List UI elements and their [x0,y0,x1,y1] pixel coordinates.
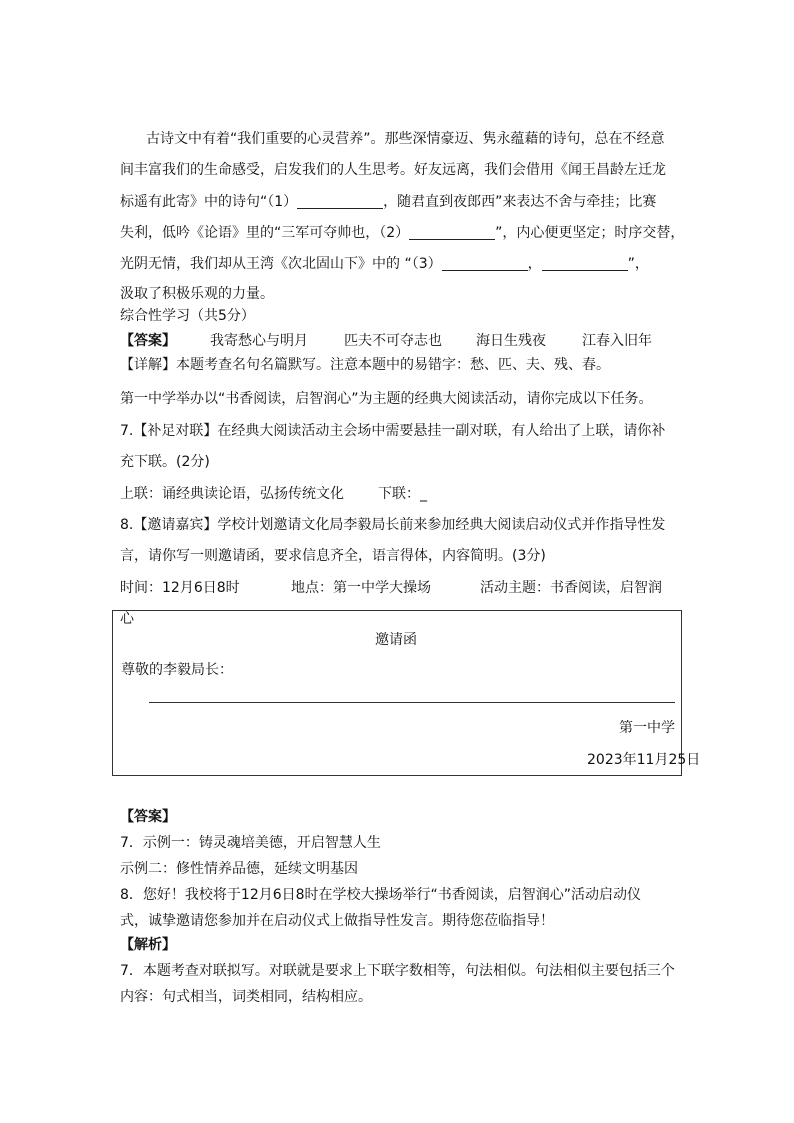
passage-line-4 [120,225,684,240]
analysis-line-1: 7．本题考查对联拟写。对联就是要求上下联字数相等，句法相似。句法相似主要包括三个 [120,963,675,979]
event-time: 时间：12月6日8时 [120,580,240,596]
passage-line-6: 汲取了积极乐观的力量。 [120,286,274,302]
answer-item: 我寄愁心与明月 [210,333,308,349]
passage-text: 标遥有此寄》中的诗句“（1） [120,194,298,210]
answer-item: 江春入旧年 [582,333,652,349]
passage-text: ，随君直到夜郎西”来表达不舍与牵挂；比赛 [383,194,657,210]
passage-text: ”， [627,256,649,272]
passage-line-2: 间丰富我们的生命感受，启发我们的人生思考。好友远离，我们会借用《闻王昌龄左迁龙 [120,162,666,178]
answer-label: 【答案】 [120,333,176,349]
letter-sender: 第一中学 [619,720,675,736]
passage-line-1: 古诗文中有着“我们重要的心灵营养”。那些深情豪迈、隽永蕴藉的诗句，总在不经意 [146,131,665,147]
detail-text: 【详解】本题考查名句名篇默写。注意本题中的易错字：愁、匹、夫、残、春。 [120,357,610,373]
passage-text: 失利，低吟《论语》里的“三军可夺帅也，（2） [120,225,410,241]
passage-text: 光阴无情，我们却从王湾《次北固山下》中的 “（3） [120,256,442,272]
answer-item: 匹夫不可夺志也 [344,333,442,349]
answer-8-line-2: 式，诚挚邀请您参加并在启动仪式上做指导性发言。期待您莅临指导！ [120,913,554,929]
blank-3a[interactable] [442,256,528,271]
passage-line-5 [120,256,649,271]
event-theme: 活动主题：书香阅读，启智润 [480,580,662,596]
analysis-label: 【解析】 [120,937,176,953]
answer-8-line-1: 8．您好！我校将于12月6日8时在学校大操场举行“书香阅读，启智润心”活动启动仪 [120,887,642,903]
question-7-line-2: 充下联。(2分) [120,454,210,470]
passage-text: ”，内心便更坚定；时序交替， [495,225,685,241]
letter-greeting: 尊敬的李毅局长： [121,662,233,678]
letter-writing-line[interactable] [149,702,675,703]
question-7-line-1: 7.【补足对联】在经典大阅读活动主会场中需要悬挂一副对联，有人给出了上联，请你补 [120,423,666,439]
answer-label: 【答案】 [120,809,176,825]
answer-item: 海日生残夜 [476,333,546,349]
upper-couplet: 上联：诵经典读论语，弘扬传统文化 [120,486,344,502]
blank-3b[interactable] [542,256,628,271]
question-8-line-1: 8.【邀请嘉宾】学校计划邀请文化局李毅局长前来参加经典大阅读启动仪式并作指导性发 [120,517,666,533]
invitation-letter-box [112,610,701,776]
lower-couplet: 下联：_ [378,486,427,502]
question-8-line-2: 言，请你写一则邀请函，要求信息齐全，语言得体，内容简明。(3分) [120,548,546,564]
answer-example-2: 示例二：修性情养品德，延续文明基因 [120,861,358,877]
event-theme-continued: 心 [120,611,134,627]
event-place: 地点：第一中学大操场 [291,580,431,596]
passage-line-3 [120,194,656,209]
section-title: 综合性学习（共5分） [120,308,255,324]
letter-title: 邀请函 [375,632,417,648]
analysis-line-2: 内容：句式相当，词类相同，结构相应。 [120,989,372,1005]
answer-example-1: 7．示例一：铸灵魂培美德，开启智慧人生 [120,835,381,851]
passage-text: ， [527,256,542,272]
letter-date: 2023年11月25日 [587,752,701,768]
blank-1[interactable] [297,194,383,209]
activity-intro: 第一中学举办以“书香阅读，启智润心”为主题的经典大阅读活动，请你完成以下任务。 [120,391,653,407]
blank-2[interactable] [409,225,495,240]
